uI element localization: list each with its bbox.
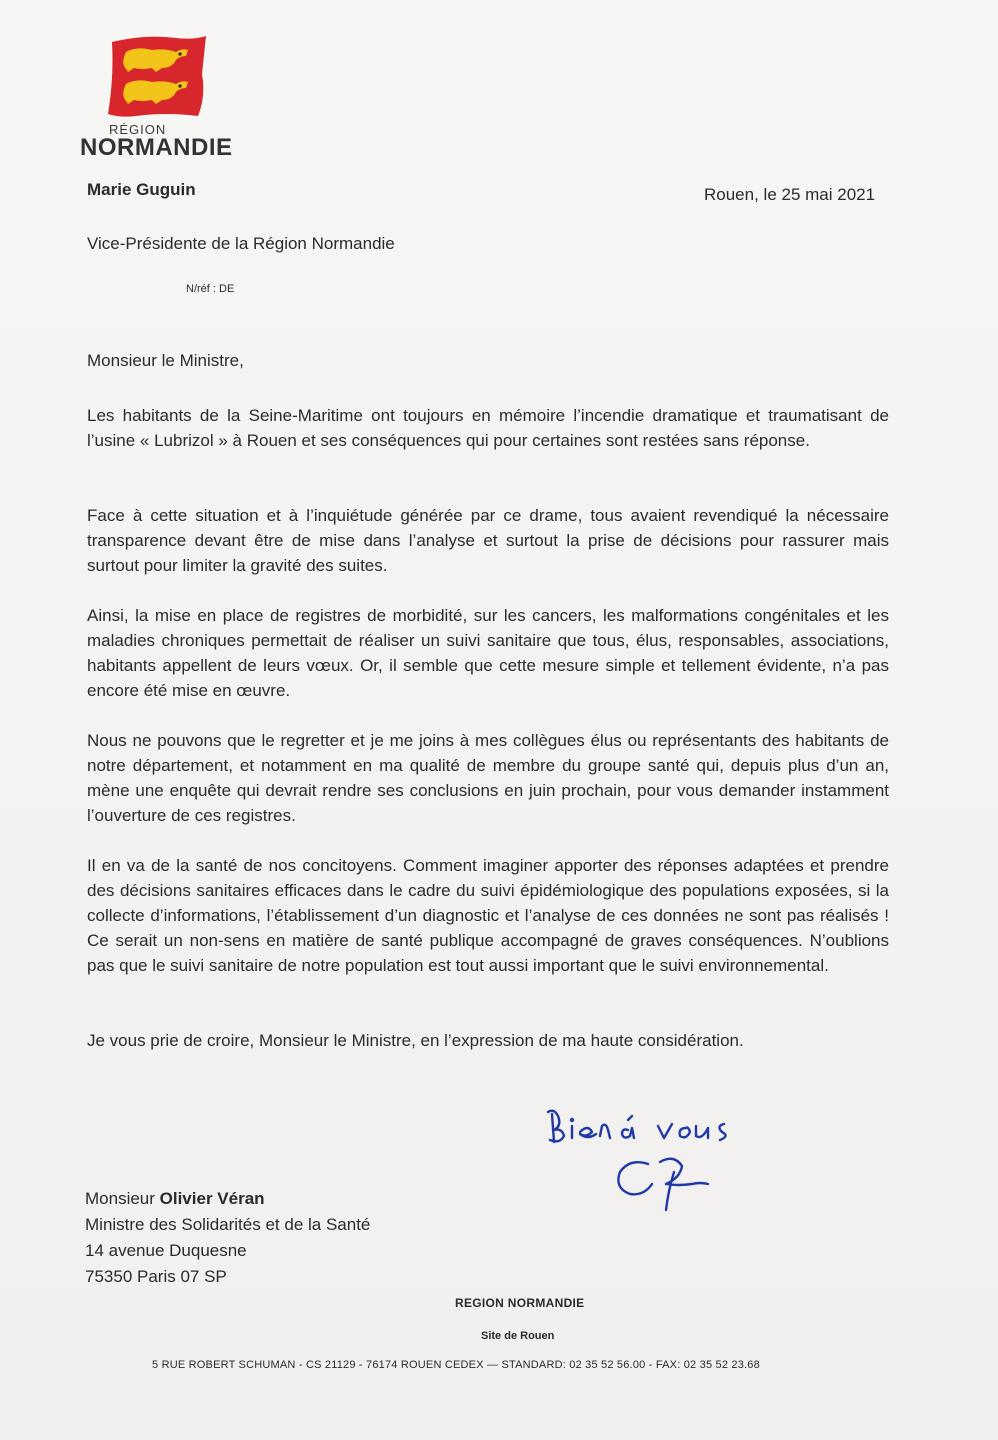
footer-address: 5 RUE ROBERT SCHUMAN - CS 21129 - 76174 ROUEN CEDEX — STANDARD: 02 35 52 56.00 - FAX: 02 35 52 23.68 (152, 1359, 760, 1371)
recipient-address (85, 1186, 370, 1290)
letter-paragraph-4: Nous ne pouvons que le regretter et je me joins à mes collègues élus ou représentants des habitants de notre département, et notamment en ma qualité de membre du groupe santé qui, depuis plus d’un an, mène une enquête qui devrait rendre ses conclusions en juin prochain, pour vous demander instamment l’ouverture de ces registres. (87, 731, 889, 825)
sender-title: Vice-Présidente de la Région Normandie (87, 234, 395, 253)
footer-site: Site de Rouen (481, 1330, 555, 1342)
letter-paragraph-3: Ainsi, la mise en place de registres de morbidité, sur les cancers, les malformations congénitales et les maladies chroniques permettait de réaliser un suivi sanitaire que tous, élus, responsables, associations, habitants appellent de leurs vœux. Or, il semble que cette mesure simple et tellement évidente, n’a pas encore été mise en œuvre. (87, 606, 889, 700)
lions-flag-icon (106, 34, 210, 119)
recipient-title: Ministre des Solidarités et de la Santé (85, 1215, 371, 1234)
recipient-name-line (85, 1186, 370, 1212)
salutation: Monsieur le Ministre, (87, 351, 244, 370)
footer-organization: REGION NORMANDIE (455, 1296, 585, 1310)
logo-region-label: RÉGION (109, 122, 167, 137)
letter-paragraph-5: Il en va de la santé de nos concitoyens. Comment imaginer apporter des réponses adaptées et prendre des décisions sanitaires efficaces dans le cadre du suivi épidémiologique des populations exposées, si la collecte d’informations, l’établissement d’un diagnostic et l’analyse de ces données ne sont pas réalisés ! Ce serait un non-sens en matière de santé publique accompagné de graves conséquences. N’oublions pas que le suivi sanitaire de notre population est tout aussi important que le suivi environnemental. (87, 856, 889, 975)
region-normandie-logo (80, 34, 238, 164)
recipient-city: 75350 Paris 07 SP (85, 1267, 227, 1286)
recipient-prefix: Monsieur (85, 1189, 160, 1208)
letter-paragraph-2: Face à cette situation et à l’inquiétude générée par ce drame, tous avaient revendiqué la nécessaire transparence devant être de mise dans l’analyse et surtout la prise de décisions pour rassurer mais surtout pour limiter la gravité des suites. (87, 506, 889, 575)
recipient-name: Olivier Véran (159, 1189, 265, 1208)
handwritten-signature (540, 1092, 770, 1222)
recipient-street: 14 avenue Duquesne (85, 1241, 247, 1260)
logo-normandie-label: NORMANDIE (80, 134, 233, 161)
sender-name: Marie Guguin (87, 180, 196, 199)
letter-date: Rouen, le 25 mai 2021 (704, 185, 876, 204)
reference-number: N/réf : DE (186, 283, 235, 295)
letter-paragraph-1: Les habitants de la Seine-Maritime ont toujours en mémoire l’incendie dramatique et traumatisant de l’usine « Lubrizol » à Rouen et ses conséquences qui pour certaines sont restées sans réponse. (87, 406, 889, 450)
closing-formula: Je vous prie de croire, Monsieur le Ministre, en l’expression de ma haute considération. (87, 1031, 744, 1050)
